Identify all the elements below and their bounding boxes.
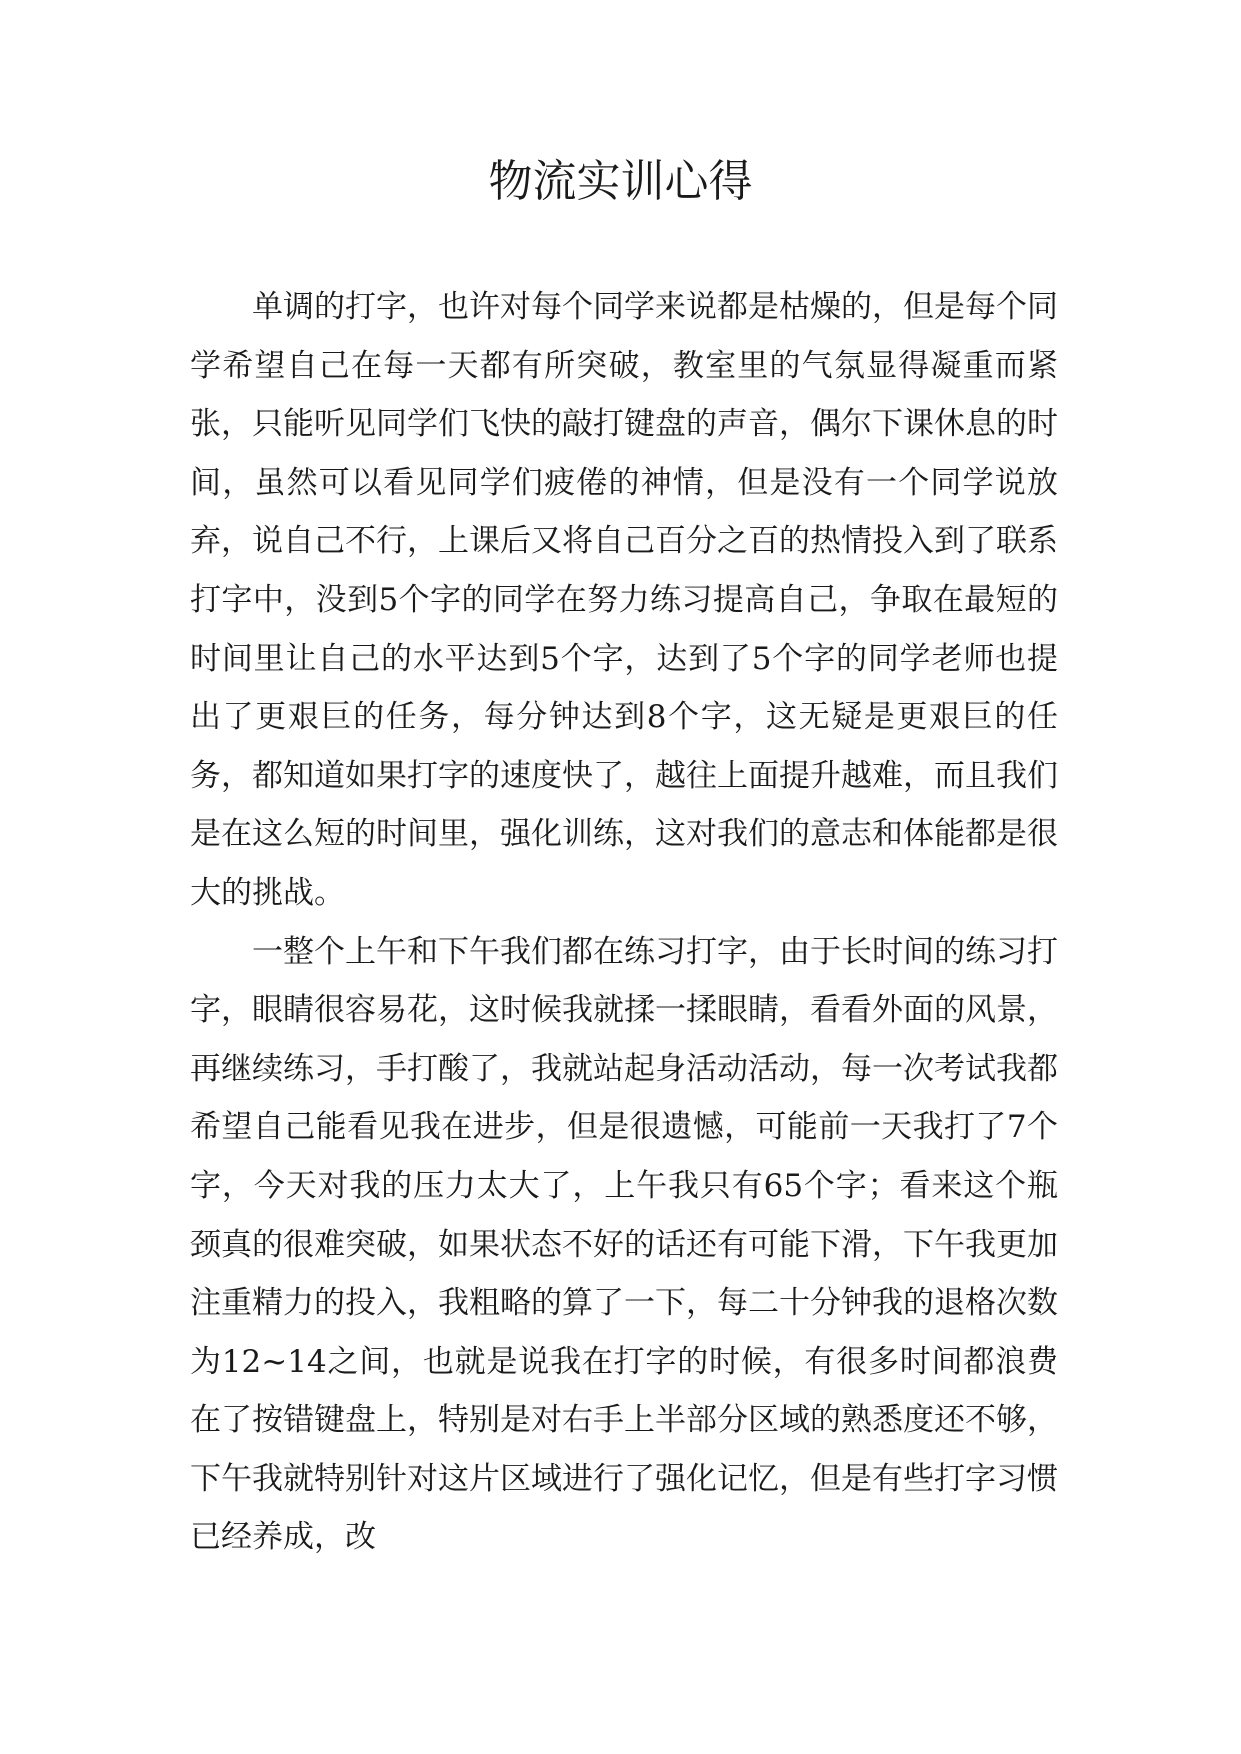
paragraph-1: 单调的打字，也许对每个同学来说都是枯燥的，但是每个同学希望自己在每一天都有所突破，教室里的气氛显得凝重而紧张，只能听见同学们飞快的敲打键盘的声音，偶尔下课休息的时间，虽然可以看见同学们疲倦的神情，但是没有一个同学说放弃，说自己不行，上课后又将自己百分之百的热情投入到了联系打字中，没到5个字的同学在努力练习提高自己，争取在最短的时间里让自己的水平达到5个字，达到了5个字的同学老师也提出了更艰巨的任务，每分钟达到8个字，这无疑是更艰巨的任务，都知道如果打字的速度快了，越往上面提升越难，而且我们是在这么短的时间里，强化训练，这对我们的意志和体能都是很大的挑战。: [190, 289, 1058, 911]
paragraph-2: 一整个上午和下午我们都在练习打字，由于长时间的练习打字，眼睛很容易花，这时候我就揉一揉眼睛，看看外面的风景，再继续练习，手打酸了，我就站起身活动活动，每一次考试我都希望自己能看见我在进步，但是很遗憾，可能前一天我打了7个字，今天对我的压力太大了，上午我只有65个字；看来这个瓶颈真的很难突破，如果状态不好的话还有可能下滑，下午我更加注重精力的投入，我粗略的算了一下，每二十分钟我的退格次数为12~14之间，也就是说我在打字的时候，有很多时间都浪费在了按错键盘上，特别是对右手上半部分区域的熟悉度还不够，下午我就特别针对这片区域进行了强化记忆，但是有些打字习惯已经养成，改: [190, 933, 1058, 1556]
document-body: [190, 278, 1058, 1567]
document-title: 物流实训心得: [488, 156, 753, 207]
